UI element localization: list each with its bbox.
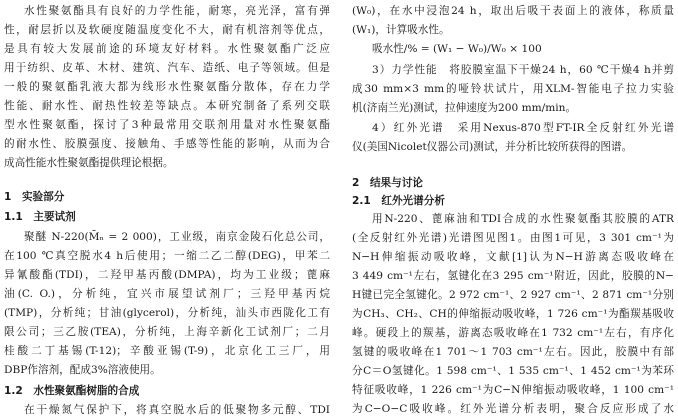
ir-analysis-line: 峰。硬段上的羰基，游离态吸收峰在1 732 cm⁻¹左右，有序化 (352, 327, 674, 339)
reagent-line: 在100 ℃真空脱水4 h后使用；一缩二乙二醇(DEG)，甲苯二 (4, 250, 330, 262)
intro-line: 型水性聚氨酯，探讨了3种最常用交联剂用量对水性聚氨酯 (4, 119, 330, 131)
ir-analysis-line: 用N-220、蓖麻油和TDI合成的水性聚氨酯其胶膜的ATR (372, 213, 674, 225)
water-absorption-formula: 吸水性/% = (W₁ − W₀)/W₀ × 100 (372, 43, 542, 55)
ir-analysis-line: 分C＝O氢键化。1 598 cm⁻¹、1 535 cm⁻¹、1 452 cm⁻¹为苯环 (352, 365, 674, 377)
reagent-line: 聚醚 N-220(M̄ₙ = 2 000)，工业级，南京金陵石化总公司， (24, 231, 330, 243)
intro-line: 一般的聚氨酯乳液大都为线形水性聚氨酯分散体，存在力学 (4, 81, 330, 93)
section-heading: 2 结果与讨论 (352, 177, 423, 189)
intro-line: 水性聚氨酯具有良好的力学性能，耐寒，亮光泽，富有弹 (24, 5, 330, 17)
reagent-line: 异氰酸酯(TDI)，二羟甲基丙酸(DMPA)，均为工业级；蓖麻 (4, 269, 330, 281)
reagent-line: (TMP)，分析纯；甘油(glycerol)，分析纯，汕头市西陇化工有 (4, 307, 330, 319)
ir-method-line: 仪(美国Nicolet仪器公司)测试，并分析比较所获得的图谱。 (352, 141, 633, 153)
ir-analysis-line: H键已完全氢键化。2 972 cm⁻¹、2 927 cm⁻¹、2 871 cm⁻¹分别 (352, 289, 674, 301)
synthesis-line: 在干燥氮气保护下，将真空脱水后的低聚物多元醇、TDI (24, 404, 330, 416)
mechanical-line: 3）力学性能 将胶膜室温下干燥24 h，60 ℃干燥4 h并剪 (372, 64, 674, 76)
reagent-line: 桂酸二丁基锡(T-12)；辛酸亚锡(T-9)，北京化工三厂，用 (4, 345, 330, 357)
reagent-line: DBP作溶剂，配成3%溶液使用。 (4, 364, 161, 376)
subsection-heading: 1.2 水性聚氨酯树脂的合成 (4, 385, 140, 397)
ir-analysis-line: N−H伸缩振动吸收峰，文献[1]认为N−H游离态吸收峰在 (352, 251, 674, 263)
method-line: (W₁)，计算吸水性。 (352, 24, 450, 36)
intro-line: 成高性能水性聚氨酯提供理论根据。 (4, 157, 174, 169)
intro-line: 用于纺织、皮革、木材、建筑、汽车、造纸、电子等领域。但是 (4, 62, 330, 74)
reagent-line: 油(C. O.)，分析纯，宜兴市展望试剂厂；三羟甲基丙烷 (4, 288, 330, 300)
ir-analysis-line: 为C−O−C吸收峰。红外光谱分析表明，聚合反应形成了水 (352, 403, 674, 415)
method-line: (W₀)，在水中浸泡24 h，取出后吸干表面上的液体，称质量 (352, 5, 674, 17)
subsection-heading: 1.1 主要试剂 (4, 211, 76, 223)
ir-analysis-line: 氢键的吸收峰在1 701～1 703 cm⁻¹左右。因此，胶膜中有部 (352, 346, 674, 358)
mechanical-line: 机(济南兰光)测试，拉伸速度为200 mm/min。 (352, 102, 577, 114)
subsection-heading: 2.1 红外光谱分析 (352, 195, 445, 207)
reagent-line: 限公司；三乙胺(TEA)，分析纯，上海辛新化工试剂厂；二月 (4, 326, 330, 338)
ir-method-line: 4）红外光谱 采用Nexus-870型FT-IR全反射红外光谱 (372, 122, 674, 134)
ir-analysis-line: 3 449 cm⁻¹左右，氢键化在3 295 cm⁻¹附近，因此，胶膜的N− (352, 270, 674, 282)
intro-line: 是具有较大发展前途的环境友好材料。水性聚氨酯广泛应 (4, 43, 330, 55)
intro-line: 性，耐层折以及软硬度随温度变化不大，耐有机溶剂等优点， (4, 24, 330, 36)
section-heading: 1 实验部分 (4, 191, 65, 203)
ir-analysis-line: (全反射红外光谱)光谱图见图1。由图1可见，3 301 cm⁻¹为 (352, 232, 674, 244)
mechanical-line: 成30 mm×3 mm的哑铃状试片，用XLM-智能电子拉力实验 (352, 83, 674, 95)
ir-analysis-line: 为CH₃、CH₂、CH的伸缩振动吸收峰，1 726 cm⁻¹为酯羰基吸收 (352, 308, 674, 320)
ir-analysis-line: 特征吸收峰，1 226 cm⁻¹为C−N伸缩振动吸收峰，1 100 cm⁻¹ (352, 384, 674, 396)
intro-line: 性能、耐水性、耐热性较差等缺点。本研究制备了系列交联 (4, 100, 330, 112)
intro-line: 的耐水性、胶膜强度、接触角、手感等性能的影响，从而为合 (4, 138, 330, 150)
